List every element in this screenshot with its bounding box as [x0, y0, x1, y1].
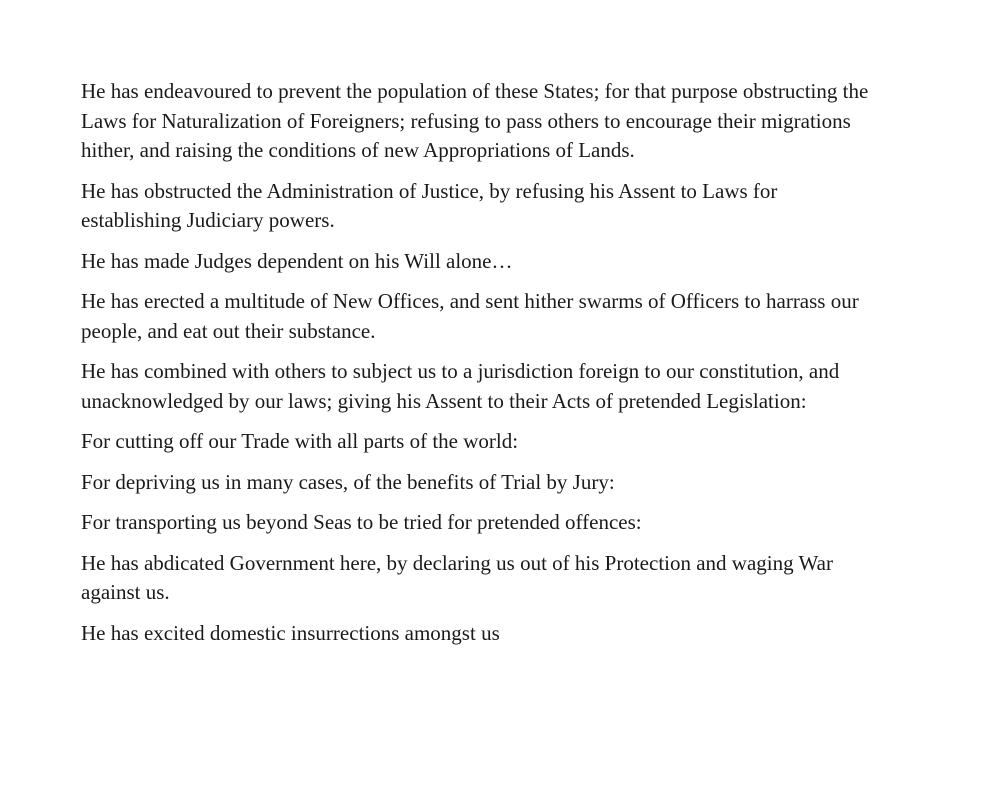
paragraph-population: He has endeavoured to prevent the population of these States; for that purpose obstructing the Laws for Naturalization of Foreigners; refusing to pass others to encourage their migrations hither, and raising the conditions of new Appropriations of Lands. [81, 79, 869, 162]
paragraph-seas: For transporting us beyond Seas to be tried for pretended offences: [81, 510, 642, 534]
paragraph-trade: For cutting off our Trade with all parts of the world: [81, 429, 519, 453]
paragraph-abdicated: He has abdicated Government here, by declaring us out of his Protection and waging War against us. [81, 550, 833, 604]
document-body [81, 77, 881, 659]
paragraph-offices: He has erected a multitude of New Offices, and sent hither swarms of Officers to harrass our people, and eat out their substance. [81, 289, 859, 343]
paragraph-insurrections: He has excited domestic insurrections amongst us [81, 620, 500, 645]
paragraph-jury: For depriving us in many cases, of the benefits of Trial by Jury: [81, 469, 615, 494]
paragraph-justice: He has obstructed the Administration of Justice, by refusing his Assent to Laws for establishing Judiciary powers. [81, 178, 778, 232]
paragraph-judges: He has made Judges dependent on his Will alone… [81, 248, 513, 273]
paragraph-jurisdiction: He has combined with others to subject us to a jurisdiction foreign to our constitution, and unacknowledged by our laws; giving his Assent to their Acts of pretended Legislation: [81, 359, 840, 413]
